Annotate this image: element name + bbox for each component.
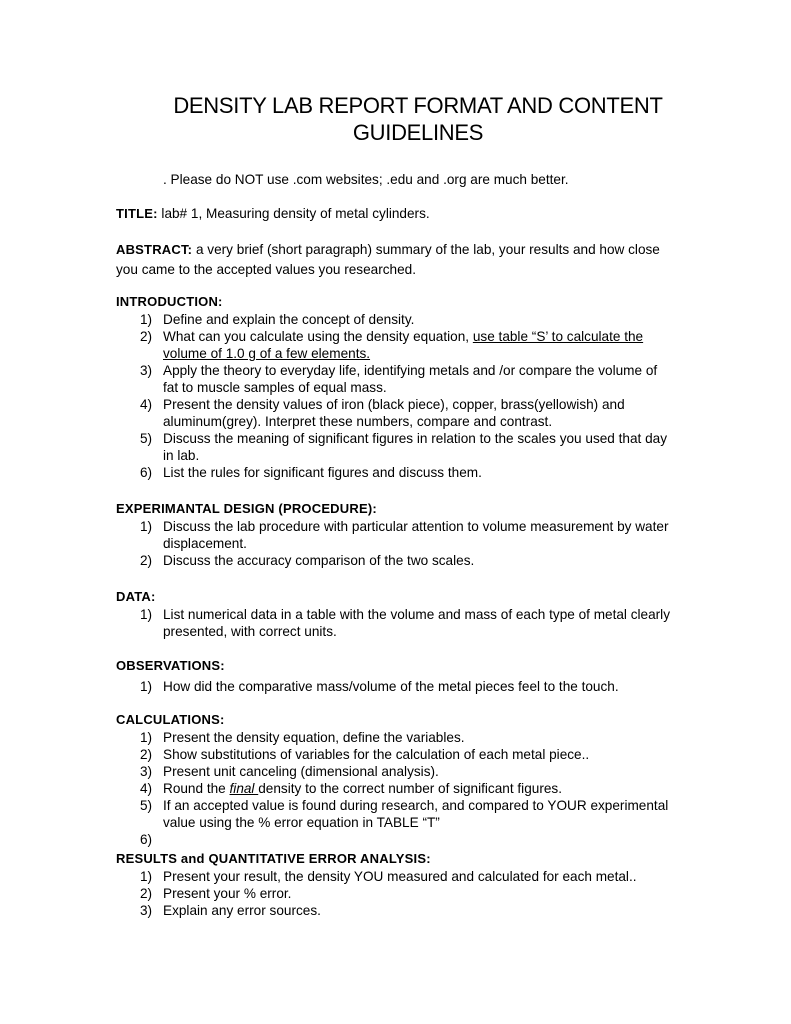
introduction-section [116, 292, 676, 481]
item-text: List numerical data in a table with the volume and mass of each type of metal clearly presented, with correct units. [163, 607, 671, 639]
calculations-section [116, 710, 676, 847]
data-section [116, 587, 676, 640]
list-item [116, 678, 676, 695]
title-line-1: DENSITY LAB REPORT FORMAT AND CONTENT [173, 93, 663, 118]
section-heading: DATA: [116, 589, 156, 604]
item-text: Discuss the lab procedure with particular attention to volume measurement by water displacement. [163, 519, 669, 551]
numbered-list [116, 678, 676, 695]
item-text: Define and explain the concept of density. [163, 312, 415, 327]
item-text: Present the density values of iron (black piece), copper, brass(yellowish) and aluminum(grey). Interpret these numbers, compare and contrast. [163, 397, 625, 429]
item-text: List the rules for significant figures and discuss them. [163, 465, 482, 480]
item-text: Round the [163, 781, 230, 796]
list-item [116, 902, 676, 919]
list-item [116, 746, 676, 763]
item-text: Apply the theory to everyday life, identifying metals and /or compare the volume of fat to muscle samples of equal mass. [163, 363, 658, 395]
numbered-list [116, 729, 676, 847]
item-text: Present the density equation, define the variables. [163, 730, 465, 745]
document-title [0, 92, 791, 146]
item-number: 1) [140, 519, 153, 534]
list-item [116, 763, 676, 780]
title-section [116, 204, 676, 223]
item-number: 4) [140, 781, 153, 796]
item-number: 3) [140, 764, 153, 779]
item-number: 6) [140, 465, 153, 480]
abstract-section [116, 240, 681, 280]
section-heading: EXPERIMANTAL DESIGN (PROCEDURE): [116, 501, 377, 516]
item-text: density to the correct number of significant figures. [258, 781, 562, 796]
list-item [116, 396, 676, 430]
section-heading: CALCULATIONS: [116, 712, 225, 727]
item-text: Explain any error sources. [163, 903, 321, 918]
item-number: 4) [140, 397, 153, 412]
numbered-list [116, 606, 676, 640]
list-item [116, 868, 676, 885]
section-heading: RESULTS and QUANTITATIVE ERROR ANALYSIS: [116, 851, 431, 866]
item-number: 3) [140, 903, 153, 918]
numbered-list [116, 518, 676, 569]
list-item [116, 729, 676, 746]
item-text: Show substitutions of variables for the calculation of each metal piece.. [163, 747, 590, 762]
section-text: a very brief (short paragraph) summary of the lab, your results and how close you came to the accepted values you researched. [116, 242, 660, 277]
list-item [116, 430, 676, 464]
item-number: 2) [140, 886, 153, 901]
numbered-list [116, 311, 676, 481]
item-text: If an accepted value is found during research, and compared to YOUR experimental value using the % error equation in TABLE “T” [163, 798, 669, 830]
results-section [116, 849, 676, 919]
section-heading: INTRODUCTION: [116, 294, 223, 309]
observations-section [116, 656, 676, 695]
list-item [116, 518, 676, 552]
list-item [116, 311, 676, 328]
list-item [116, 780, 676, 797]
item-number: 5) [140, 798, 153, 813]
list-item [116, 552, 676, 569]
section-heading: ABSTRACT: [116, 242, 193, 257]
item-number: 3) [140, 363, 153, 378]
list-item [116, 606, 676, 640]
item-number: 2) [140, 553, 153, 568]
item-text: What can you calculate using the density equation, [163, 329, 473, 344]
item-number: 6) [140, 832, 153, 847]
item-underlined-text: use table “S’ to calculate the volume of 1.0 g of a few elements. [163, 329, 644, 361]
item-number: 1) [140, 679, 153, 694]
item-number: 5) [140, 431, 153, 446]
list-item [116, 328, 676, 362]
item-number: 2) [140, 747, 153, 762]
item-number: 1) [140, 869, 153, 884]
item-text: Present your result, the density YOU measured and calculated for each metal.. [163, 869, 637, 884]
item-number: 2) [140, 329, 153, 344]
item-text: How did the comparative mass/volume of the metal pieces feel to the touch. [163, 679, 619, 694]
item-text: Present your % error. [163, 886, 292, 901]
item-number: 1) [140, 312, 153, 327]
item-emphasis: final [229, 781, 259, 796]
list-item [116, 464, 676, 481]
item-number: 1) [140, 607, 153, 622]
item-text: Discuss the meaning of significant figures in relation to the scales you used that day in lab. [163, 431, 668, 463]
list-item [116, 797, 676, 831]
section-text: lab# 1, Measuring density of metal cylinders. [157, 206, 430, 221]
design-section [116, 499, 676, 569]
item-text: Discuss the accuracy comparison of the two scales. [163, 553, 475, 568]
website-note: . Please do NOT use .com websites; .edu and .org are much better. [163, 172, 569, 187]
list-item [116, 362, 676, 396]
numbered-list [116, 868, 676, 919]
item-text: Present unit canceling (dimensional analysis). [163, 764, 439, 779]
list-item [116, 885, 676, 902]
section-heading: OBSERVATIONS: [116, 658, 225, 673]
title-line-2: GUIDELINES [352, 120, 484, 145]
section-heading: TITLE: [116, 206, 158, 221]
item-number: 1) [140, 730, 153, 745]
